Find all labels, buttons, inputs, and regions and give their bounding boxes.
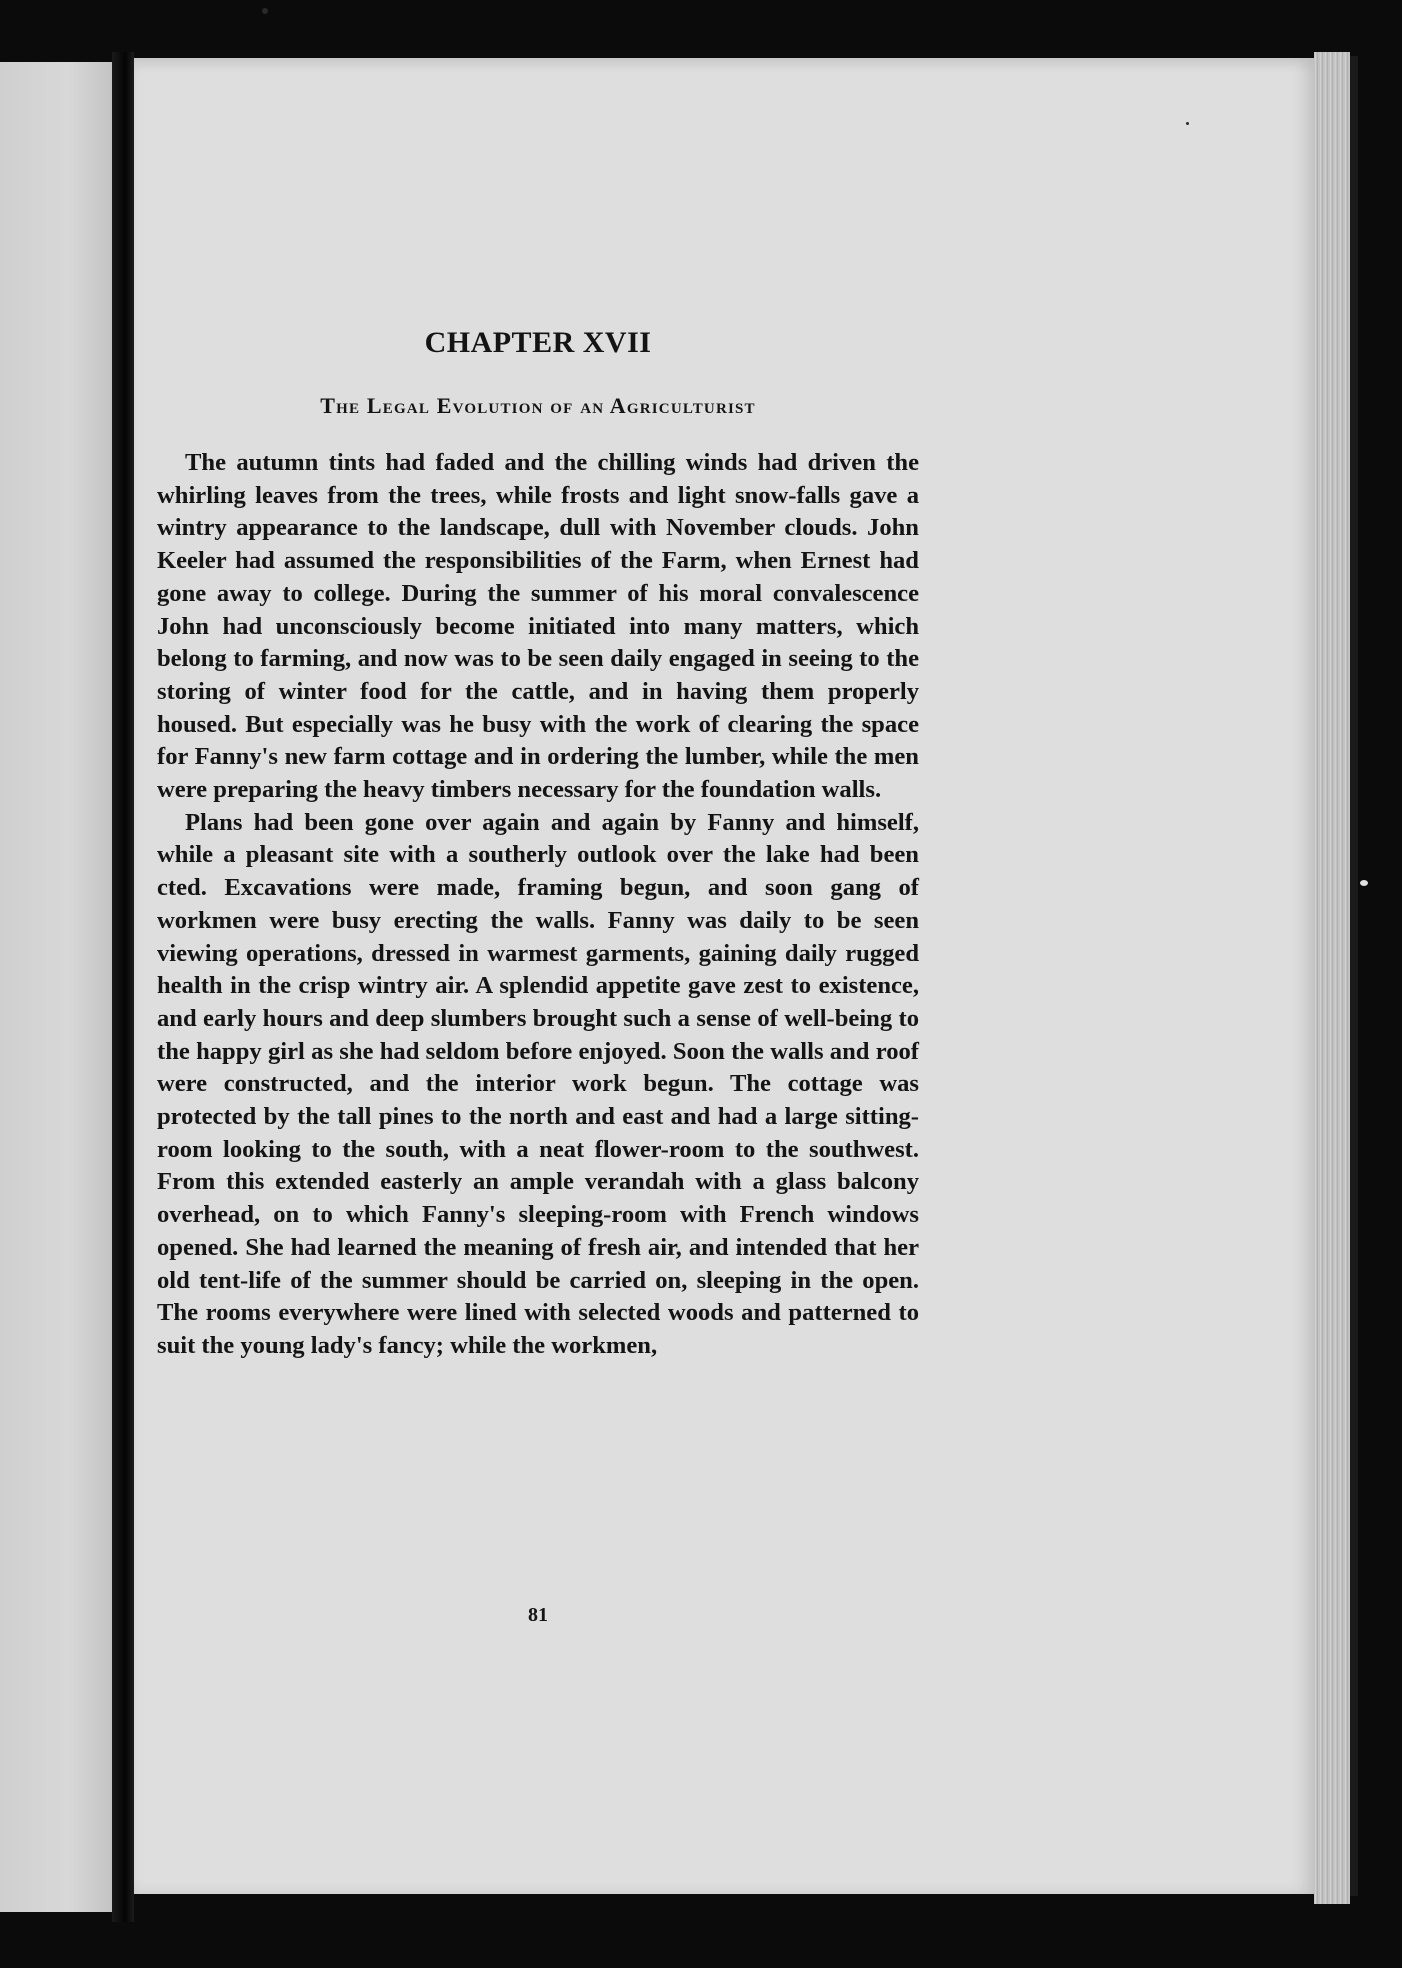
scan-speck — [1360, 880, 1368, 886]
facing-page-edge — [0, 62, 112, 1912]
chapter-title: CHAPTER XVII — [424, 326, 652, 359]
page-text — [157, 326, 919, 1363]
body-paragraph: Plans had been gone over again and again by Fanny and himself, while a pleasant site with a southerly outlook over the lake had been cted. Excavations were made, framing begun, and soon gang of workmen were busy erecting the walls. Fanny was daily to be seen viewing operations, dressed in warmest garments, gaining daily rugged health in the crisp wintry air. A splendid appetite gave zest to existence, and early hours and deep slumbers brought such a sense of well-being to the happy girl as she had seldom before enjoyed. Soon the walls and roof were constructed, and the interior work begun. The cottage was protected by the tall pines to the north and east and had a large sitting-room looking to the south, with a neat flower-room to the southwest. From this extended easterly an ample verandah with a glass balcony overhead, on to which Fanny's sleeping-room with French windows opened. She had learned the meaning of fresh air, and intended that her old tent-life of the summer should be carried on, sleeping in the open. The rooms everywhere were lined with selected woods and patterned to suit the young lady's fancy; while the workmen, — [157, 808, 919, 1359]
scan-speck — [262, 8, 268, 14]
body-paragraph: The autumn tints had faded and the chilling winds had driven the whirling leaves from the trees, while frosts and light snow-falls gave a wintry appearance to the landscape, dull with November clouds. John Keeler had assumed the responsibilities of the Farm, when Ernest had gone away to college. During the summer of his moral convalescence John had unconsciously become initiated into many matters, which belong to farming, and now was to be seen daily engaged in seeing to the storing of winter food for the cattle, and in having them properly housed. But especially was he busy with the work of clearing the space for Fanny's new farm cottage and in ordering the lumber, while the men were preparing the heavy timbers necessary for the foundation walls. — [157, 449, 919, 804]
chapter-subtitle: The Legal Evolution of an Agriculturist — [320, 393, 756, 418]
book-gutter — [112, 52, 134, 1922]
page-number: 81 — [528, 1604, 548, 1626]
scan-speck — [1186, 122, 1189, 125]
page-edge-shadow — [1350, 56, 1358, 1896]
page-edge-stack — [1314, 52, 1350, 1904]
